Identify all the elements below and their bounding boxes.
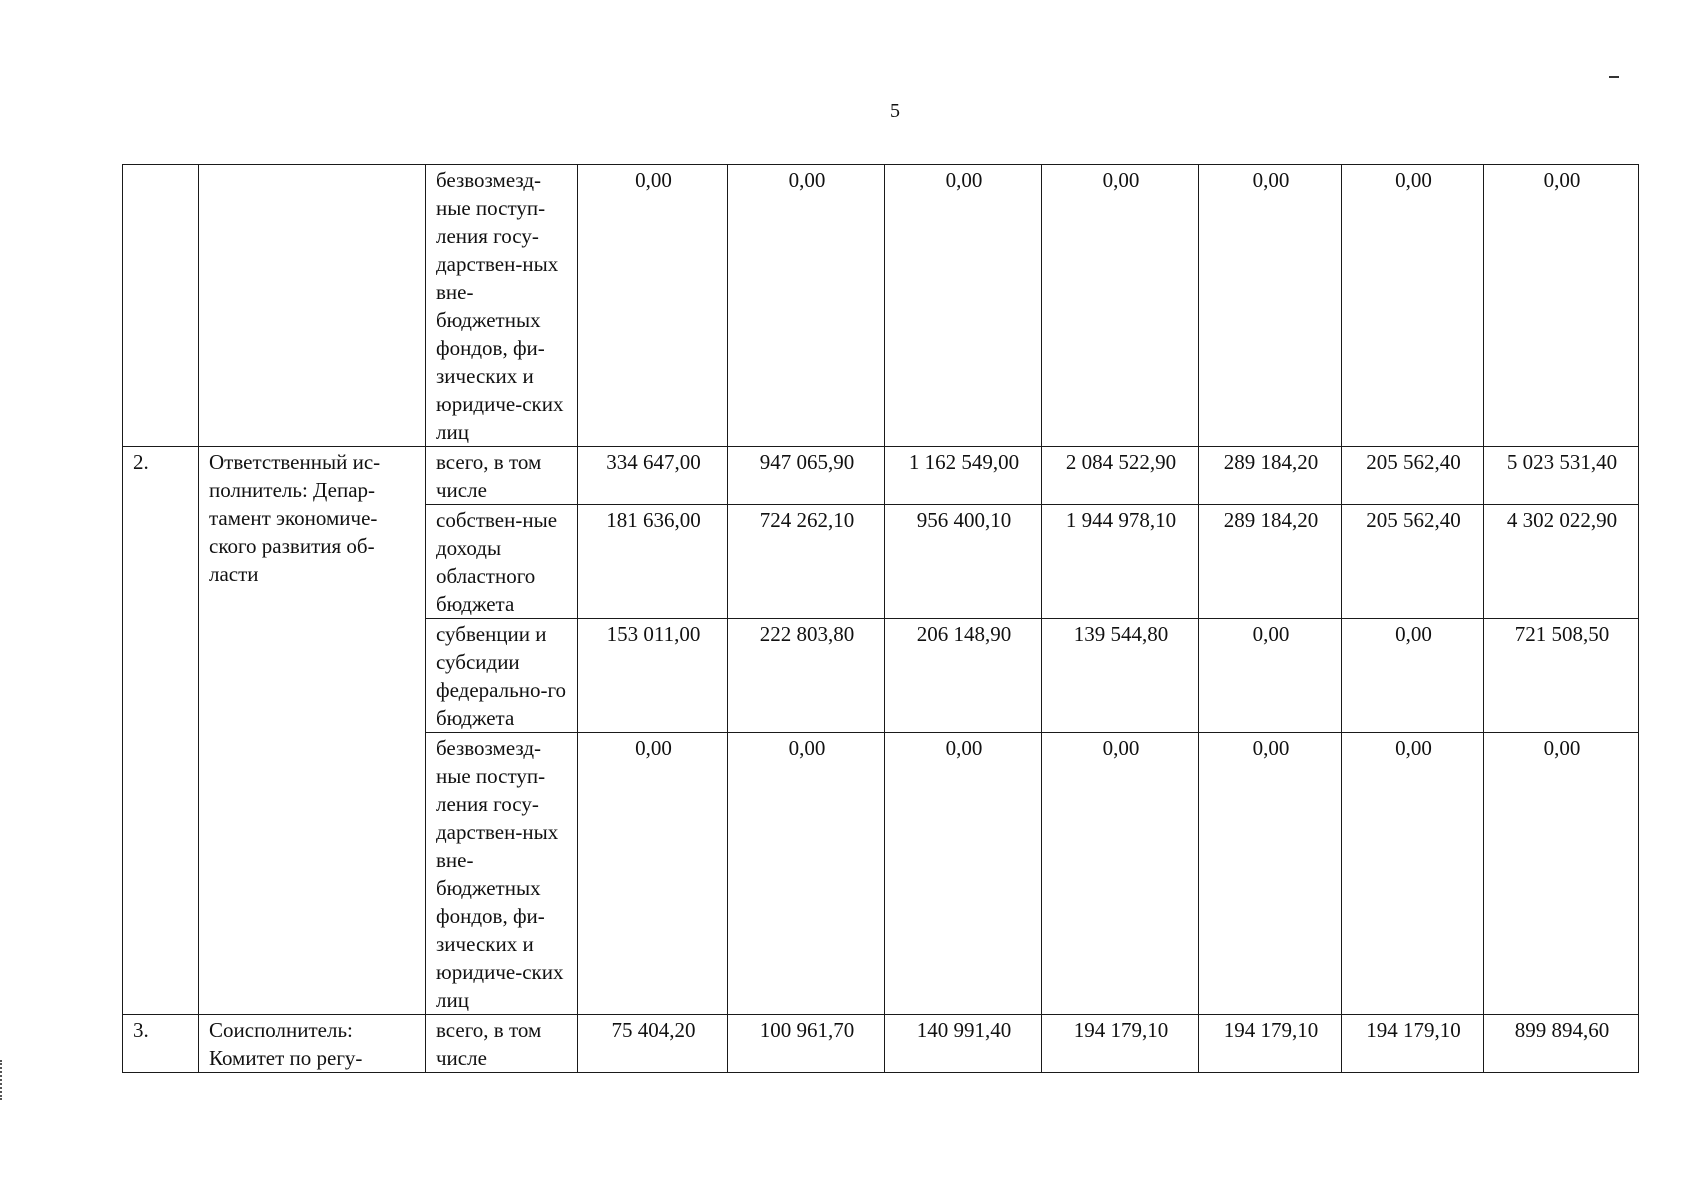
source-cell: всего, в том числе [426, 447, 578, 505]
value-cell: 0,00 [1042, 733, 1199, 1015]
value-cell: 75 404,20 [578, 1015, 728, 1073]
value-cell: 0,00 [728, 165, 885, 447]
value-cell: 721 508,50 [1484, 619, 1639, 733]
value-cell: 289 184,20 [1199, 447, 1342, 505]
value-cell: 0,00 [1199, 619, 1342, 733]
index-cell: 2. [123, 447, 199, 1015]
table-row [123, 165, 1639, 447]
scan-mark [1609, 76, 1619, 78]
value-cell: 5 023 531,40 [1484, 447, 1639, 505]
value-cell: 100 961,70 [728, 1015, 885, 1073]
source-cell: субвенции и субсидии федерально-го бюджета [426, 619, 578, 733]
budget-table [122, 164, 1639, 1073]
name-cell [199, 447, 426, 1015]
value-cell: 0,00 [1484, 733, 1639, 1015]
value-cell: 0,00 [1199, 165, 1342, 447]
value-cell: 0,00 [1342, 619, 1484, 733]
executor-name: Соисполнитель: Комитет по регу- [209, 1018, 363, 1070]
index-cell: 3. [123, 1015, 199, 1073]
value-cell: 0,00 [885, 733, 1042, 1015]
source-label: безвозмезд-ные поступ-ления госу-дарствен-ных вне-бюджетных фондов, фи-зических и юридиче-ских лиц [436, 168, 564, 444]
source-cell: собствен-ные доходы областного бюджета [426, 505, 578, 619]
value-cell: 1 944 978,10 [1042, 505, 1199, 619]
value-cell: 0,00 [728, 733, 885, 1015]
value-cell: 205 562,40 [1342, 447, 1484, 505]
source-cell [426, 165, 578, 447]
value-cell: 0,00 [1042, 165, 1199, 447]
value-cell: 0,00 [578, 165, 728, 447]
table-row [123, 1015, 1639, 1073]
value-cell: 181 636,00 [578, 505, 728, 619]
value-cell: 2 084 522,90 [1042, 447, 1199, 505]
value-cell: 956 400,10 [885, 505, 1042, 619]
value-cell: 140 991,40 [885, 1015, 1042, 1073]
value-cell: 0,00 [885, 165, 1042, 447]
value-cell: 947 065,90 [728, 447, 885, 505]
value-cell: 194 179,10 [1042, 1015, 1199, 1073]
value-cell: 153 011,00 [578, 619, 728, 733]
name-cell [199, 1015, 426, 1073]
value-cell: 4 302 022,90 [1484, 505, 1639, 619]
value-cell: 334 647,00 [578, 447, 728, 505]
value-cell: 194 179,10 [1199, 1015, 1342, 1073]
value-cell: 206 148,90 [885, 619, 1042, 733]
value-cell: 205 562,40 [1342, 505, 1484, 619]
page-number: 5 [890, 100, 900, 122]
value-cell: 139 544,80 [1042, 619, 1199, 733]
value-cell: 0,00 [1342, 733, 1484, 1015]
value-cell: 0,00 [1342, 165, 1484, 447]
source-cell [426, 733, 578, 1015]
source-label: безвозмезд-ные поступ-ления госу-дарствен-ных вне-бюджетных фондов, фи-зических и юридиче-ских лиц [436, 736, 564, 1012]
value-cell: 899 894,60 [1484, 1015, 1639, 1073]
scan-edge-marks [0, 1060, 8, 1100]
value-cell: 0,00 [1199, 733, 1342, 1015]
value-cell: 0,00 [578, 733, 728, 1015]
table-row [123, 447, 1639, 505]
source-cell: всего, в том числе [426, 1015, 578, 1073]
value-cell: 289 184,20 [1199, 505, 1342, 619]
value-cell: 194 179,10 [1342, 1015, 1484, 1073]
index-cell [123, 165, 199, 447]
value-cell: 222 803,80 [728, 619, 885, 733]
value-cell: 1 162 549,00 [885, 447, 1042, 505]
executor-name: Ответственный ис-полнитель: Депар-тамент экономиче-ского развития об-ласти [209, 450, 381, 586]
value-cell: 0,00 [1484, 165, 1639, 447]
name-cell [199, 165, 426, 447]
value-cell: 724 262,10 [728, 505, 885, 619]
